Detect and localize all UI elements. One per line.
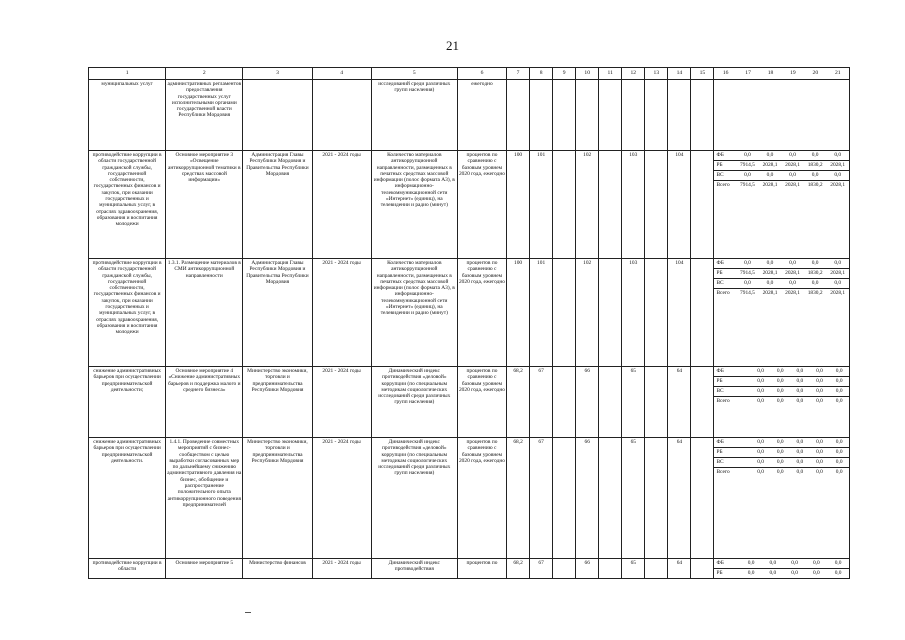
table-cell-col-15	[691, 259, 714, 367]
finance-cell	[714, 438, 850, 559]
table-cell-col-14: 104	[668, 259, 691, 367]
table-cell-col-15	[691, 80, 714, 151]
table-cell-col-6: ежегодно	[457, 80, 506, 151]
finance-value: 0,0	[805, 559, 827, 569]
table-cell-col-5: Динамический индекс противодействия «деловой» коррупции (по специальным методикам социологических исследований среди различных групп населения)	[371, 438, 457, 559]
finance-value: 0,0	[810, 377, 830, 387]
table-cell-col-12: 65	[622, 438, 645, 559]
table-cell-col-11	[599, 80, 622, 151]
finance-value: 2028,1	[826, 161, 849, 171]
finance-value: 0,0	[736, 259, 759, 269]
finance-value: 2028,1	[762, 290, 778, 296]
table-cell-col-9	[553, 259, 576, 367]
finance-value: 1830,2	[804, 269, 827, 279]
column-number-cell: 17	[745, 70, 751, 76]
table-cell-col-12	[622, 80, 645, 151]
finance-value: 0,0	[816, 469, 823, 475]
table-cell-col-14: 64	[668, 559, 691, 579]
finance-value: 0,0	[810, 448, 830, 458]
table-cell-col-8: 67	[530, 559, 553, 579]
finance-value: 0,0	[829, 458, 849, 468]
finance-value: 0,0	[781, 171, 804, 181]
finance-value: 0,0	[826, 259, 849, 269]
finance-value: 0,0	[759, 171, 782, 181]
finance-value: 1830,2	[804, 161, 827, 171]
scan-mark	[245, 612, 251, 613]
finance-row	[714, 171, 849, 181]
table-cell-col-10: 66	[576, 438, 599, 559]
table-cell-col-1: противодействие коррупции в области государственной гражданской службы, государственной собственности, государственных финансов и закупок, при оказании государственных и муниципальных услуг, в отраслях здравоохранения, образования и воспитания молодежи	[89, 151, 166, 259]
finance-value: 0,0	[736, 279, 759, 289]
finance-value: 0,0	[804, 171, 827, 181]
column-number-cell: 14	[668, 68, 691, 80]
column-number-cell: 7	[507, 68, 530, 80]
table-cell-col-9	[553, 438, 576, 559]
finance-value: 0,0	[816, 398, 823, 404]
finance-value: 0,0	[790, 458, 810, 468]
table-cell-col-5: исследований среди различных групп населения)	[371, 80, 457, 151]
table-cell-col-15	[691, 559, 714, 579]
table-cell-col-13	[645, 80, 668, 151]
table-cell-col-11	[599, 151, 622, 259]
finance-source-label: Всего	[716, 182, 730, 188]
table-row	[89, 438, 850, 559]
finance-cell	[714, 80, 850, 151]
finance-value: 0,0	[770, 458, 790, 468]
finance-row	[714, 269, 849, 279]
finance-value: 1830,2	[807, 290, 823, 296]
finance-header-cell	[714, 68, 850, 80]
table-cell-col-6: процентов по сравнению с базовым уровнем 2020 года, ежегодно	[457, 259, 506, 367]
finance-value: 0,0	[759, 279, 782, 289]
table-cell-col-1: снижение административных барьеров при осуществлении предпринимательской деятельности;	[89, 367, 166, 438]
table-cell-col-7: 100	[507, 259, 530, 367]
table-cell-col-14: 104	[668, 151, 691, 259]
finance-table	[714, 151, 849, 190]
column-number-cell: 9	[553, 68, 576, 80]
finance-source-label: РБ	[714, 448, 750, 458]
finance-value: 0,0	[770, 448, 790, 458]
finance-row	[714, 377, 849, 387]
finance-value: 0,0	[757, 469, 765, 475]
column-number-cell: 4	[312, 68, 371, 80]
table-cell-col-15	[691, 151, 714, 259]
finance-value: 0,0	[776, 469, 784, 475]
column-number-cell: 8	[530, 68, 553, 80]
table-cell-col-3: Администрация Главы Республики Мордовия и Правительства Республики Мордовия	[243, 151, 312, 259]
finance-row	[714, 161, 849, 171]
finance-value: 0,0	[790, 367, 810, 377]
finance-value: 0,0	[790, 377, 810, 387]
table-cell-col-9	[553, 80, 576, 151]
table-cell-col-1: муниципальных услуг	[89, 80, 166, 151]
finance-value: 0,0	[804, 151, 827, 161]
finance-value: 0,0	[796, 398, 804, 404]
table-row	[89, 80, 850, 151]
finance-value: 0,0	[804, 279, 827, 289]
table-cell-col-15	[691, 438, 714, 559]
finance-source-label: ВС	[714, 171, 736, 181]
table-cell-col-14: 64	[668, 367, 691, 438]
table-body	[89, 68, 850, 579]
finance-value: 0,0	[770, 438, 790, 448]
column-number-cell: 5	[371, 68, 457, 80]
table-cell-col-11	[599, 438, 622, 559]
table-cell-col-12: 103	[622, 259, 645, 367]
column-number-cell: 1	[89, 68, 166, 80]
table-cell-col-6: процентов по	[457, 559, 506, 579]
table-cell-col-15	[691, 367, 714, 438]
table-cell-col-2: Основное мероприятие 4 «Снижение административных барьеров и поддержка малого и среднего бизнеса»	[166, 367, 243, 438]
table-row	[89, 367, 850, 438]
finance-source-label: Всего	[716, 398, 730, 404]
table-cell-col-4: 2021 - 2024 годы	[312, 367, 371, 438]
table-cell-col-7: 68,2	[507, 367, 530, 438]
program-table	[88, 67, 850, 579]
finance-value: 7914,5	[736, 269, 759, 279]
finance-value: 7914,5	[736, 161, 759, 171]
table-cell-col-2: 1.4.1. Проведение совместных мероприятий с бизнес-сообществом с целью выработки согласованных мер по дальнейшему снижению административного давления на бизнес, обобщение и распространение положительного опыта антикоррупционного поведения предпринимателей	[166, 438, 243, 559]
table-cell-col-8	[530, 80, 553, 151]
table-cell-col-3: Администрация Главы Республики Мордовия и Правительства Республики Мордовия	[243, 259, 312, 367]
finance-source-label: РБ	[714, 269, 736, 279]
finance-value: 0,0	[759, 259, 782, 269]
finance-value: 0,0	[751, 377, 771, 387]
column-number-cell: 18	[767, 70, 774, 76]
finance-value: 2028,1	[830, 182, 846, 188]
finance-row	[714, 397, 849, 407]
finance-value: 0,0	[826, 279, 849, 289]
table-cell-col-13	[645, 438, 668, 559]
finance-value: 0,0	[804, 259, 827, 269]
column-number-row	[89, 68, 850, 80]
table-cell-col-12: 103	[622, 151, 645, 259]
finance-source-label: ФБ	[714, 151, 736, 161]
table-cell-col-10: 66	[576, 559, 599, 579]
finance-source-label: Всего	[716, 290, 730, 296]
finance-value: 0,0	[810, 367, 830, 377]
finance-row	[714, 387, 849, 397]
table-cell-col-2: административных регламентов предоставления государственных услуг исполнительными органами государственной власти Республики Мордовия	[166, 80, 243, 151]
finance-value: 0,0	[829, 377, 849, 387]
finance-value: 0,0	[834, 570, 842, 576]
table-cell-col-12: 65	[622, 367, 645, 438]
table-cell-col-5: Динамический индекс противодействия	[371, 559, 457, 579]
table-cell-col-13	[645, 259, 668, 367]
table-cell-col-5: Количество материалов антикоррупционной направленности, размещенных в печатных средствах массовой информации (полос формата А3), в информационно-телекоммуникационной сети «Интернет» (единиц), на телевидении и радио (минут)	[371, 259, 457, 367]
table-cell-col-7: 68,2	[507, 559, 530, 579]
finance-value: 0,0	[829, 367, 849, 377]
finance-value: 0,0	[790, 438, 810, 448]
table-cell-col-6: процентов по сравнению с базовым уровнем 2020 года, ежегодно	[457, 151, 506, 259]
table-cell-col-8: 67	[530, 438, 553, 559]
finance-value: 0,0	[810, 458, 830, 468]
table-cell-col-11	[599, 259, 622, 367]
finance-table	[714, 259, 849, 298]
column-number-cell: 10	[576, 68, 599, 80]
finance-value: 0,0	[827, 559, 849, 569]
finance-cell	[714, 367, 850, 438]
finance-value: 2028,1	[759, 269, 782, 279]
table-cell-col-4: 2021 - 2024 годы	[312, 259, 371, 367]
finance-value: 0,0	[812, 570, 820, 576]
finance-source-label: РБ	[716, 570, 723, 576]
finance-source-label: ФБ	[714, 559, 740, 569]
table-row	[89, 151, 850, 259]
finance-value: 0,0	[751, 367, 771, 377]
finance-source-label: РБ	[714, 161, 736, 171]
finance-value: 0,0	[751, 387, 771, 397]
table-cell-col-4	[312, 80, 371, 151]
finance-value: 2028,1	[781, 161, 804, 171]
table-cell-col-9	[553, 151, 576, 259]
finance-value: 0,0	[751, 438, 771, 448]
finance-value: 0,0	[826, 151, 849, 161]
table-cell-col-5: Динамический индекс противодействия «деловой» коррупции (по специальным методикам социологических исследований среди различных групп населения)	[371, 367, 457, 438]
table-cell-col-9	[553, 367, 576, 438]
finance-value: 0,0	[757, 398, 765, 404]
finance-value: 2028,1	[785, 182, 800, 188]
finance-cell	[714, 259, 850, 367]
table-cell-col-2: Основное мероприятие 5	[166, 559, 243, 579]
column-number-cell: 20	[812, 70, 819, 76]
finance-value: 0,0	[829, 438, 849, 448]
finance-value: 0,0	[835, 469, 843, 475]
finance-value: 0,0	[770, 387, 790, 397]
column-number-cell: 21	[834, 70, 841, 76]
finance-value: 0,0	[781, 259, 804, 269]
table-cell-col-4: 2021 - 2024 годы	[312, 559, 371, 579]
finance-value: 0,0	[747, 570, 755, 576]
finance-source-label: ВС	[714, 458, 750, 468]
finance-value: 0,0	[796, 469, 804, 475]
table-cell-col-13	[645, 559, 668, 579]
finance-value: 7914,5	[740, 290, 755, 296]
finance-value: 0,0	[751, 458, 771, 468]
finance-row	[714, 448, 849, 458]
table-cell-col-3: Министерство финансов	[243, 559, 312, 579]
finance-value: 1830,2	[807, 182, 823, 188]
table-cell-col-10: 66	[576, 367, 599, 438]
finance-value: 0,0	[790, 387, 810, 397]
table-cell-col-9	[553, 559, 576, 579]
table-cell-col-4: 2021 - 2024 годы	[312, 438, 371, 559]
finance-value: 0,0	[762, 559, 784, 569]
finance-source-label: Всего	[716, 469, 730, 475]
finance-row	[714, 438, 849, 448]
finance-value: 0,0	[751, 448, 771, 458]
table-cell-col-3: Министерство экономики, торговли и предпринимательства Республики Мордовия	[243, 367, 312, 438]
table-cell-col-6: процентов по сравнению с базовым уровнем 2020 года, ежегодно	[457, 367, 506, 438]
table-cell-col-7	[507, 80, 530, 151]
table-cell-col-8: 101	[530, 151, 553, 259]
finance-value: 0,0	[790, 448, 810, 458]
table-cell-col-5: Количество материалов антикоррупционной направленности, размещенных в печатных средствах массовой информации (полос формата А3), в информационно-телекоммуникационной сети «Интернет» (единиц), на телевидении и радио (минут)	[371, 151, 457, 259]
table-cell-col-7: 68,2	[507, 438, 530, 559]
finance-row	[714, 289, 849, 299]
table-cell-col-13	[645, 367, 668, 438]
column-number-cell: 11	[599, 68, 622, 80]
finance-value: 0,0	[829, 387, 849, 397]
column-number-cell: 19	[790, 70, 796, 76]
finance-value: 0,0	[826, 171, 849, 181]
finance-row	[714, 458, 849, 468]
column-number-cell: 13	[645, 68, 668, 80]
finance-row	[714, 468, 849, 478]
finance-value: 0,0	[829, 448, 849, 458]
finance-value: 0,0	[770, 377, 790, 387]
finance-table	[714, 559, 849, 578]
finance-value: 0,0	[791, 570, 798, 576]
table-cell-col-11	[599, 367, 622, 438]
column-number-cell: 15	[691, 68, 714, 80]
table-cell-col-11	[599, 559, 622, 579]
finance-value: 0,0	[770, 367, 790, 377]
finance-cell	[714, 151, 850, 259]
table-cell-col-1: противодействие коррупции в области	[89, 559, 166, 579]
table-cell-col-6: процентов по сравнению с базовым уровнем 2020 года, ежегодно	[457, 438, 506, 559]
finance-value: 0,0	[810, 438, 830, 448]
finance-value: 2028,1	[762, 182, 778, 188]
finance-source-label: ФБ	[714, 438, 750, 448]
finance-value: 0,0	[736, 171, 759, 181]
column-number-cell: 16	[722, 70, 729, 76]
table-cell-col-10: 102	[576, 151, 599, 259]
finance-row	[714, 569, 849, 579]
column-number-cell: 2	[166, 68, 243, 80]
finance-value: 2028,1	[826, 269, 849, 279]
finance-source-label: ФБ	[714, 259, 736, 269]
finance-value: 0,0	[781, 279, 804, 289]
finance-row	[714, 559, 849, 569]
table-row	[89, 559, 850, 579]
table-cell-col-3	[243, 80, 312, 151]
finance-value: 0,0	[781, 151, 804, 161]
table-cell-col-7: 100	[507, 151, 530, 259]
table-cell-col-10: 102	[576, 259, 599, 367]
table-cell-col-14	[668, 80, 691, 151]
finance-value: 0,0	[759, 151, 782, 161]
finance-value: 0,0	[769, 570, 777, 576]
finance-value: 2028,1	[830, 290, 846, 296]
table-cell-col-1: противодействие коррупции в области государственной гражданской службы, государственной собственности, государственных финансов и закупок, при оказании государственных и муниципальных услуг, в отраслях здравоохранения, образования и воспитания молодежи	[89, 259, 166, 367]
page-number: 21	[446, 38, 459, 53]
column-number-cell: 3	[243, 68, 312, 80]
finance-value: 2028,1	[759, 161, 782, 171]
finance-source-label: ВС	[714, 279, 736, 289]
table-cell-col-3: Министерство экономики, торговли и предпринимательства Республики Мордовия	[243, 438, 312, 559]
column-number-cell: 6	[457, 68, 506, 80]
finance-row	[714, 279, 849, 289]
finance-row	[714, 181, 849, 191]
finance-source-label: ФБ	[714, 367, 750, 377]
finance-value: 0,0	[776, 398, 784, 404]
finance-value: 2028,1	[781, 269, 804, 279]
finance-table	[714, 438, 849, 477]
column-number-cell: 12	[622, 68, 645, 80]
table-cell-col-2: Основное мероприятие 3 «Освещение антикоррупционной тематики в средствах массовой информации»	[166, 151, 243, 259]
finance-row	[714, 259, 849, 269]
finance-value: 0,0	[810, 387, 830, 397]
table-cell-col-14: 64	[668, 438, 691, 559]
finance-value: 0,0	[740, 559, 762, 569]
table-cell-col-2: 1.3.1. Размещение материалов в СМИ антикоррупционной направленности	[166, 259, 243, 367]
table-cell-col-8: 67	[530, 367, 553, 438]
finance-value: 0,0	[784, 559, 806, 569]
finance-row	[714, 151, 849, 161]
finance-table	[714, 367, 849, 406]
finance-value: 0,0	[835, 398, 843, 404]
table-cell-col-10	[576, 80, 599, 151]
finance-source-label: ВС	[714, 387, 750, 397]
table-cell-col-1: снижение административных барьеров при осуществлении предпринимательской деятельности.	[89, 438, 166, 559]
table-row	[89, 259, 850, 367]
finance-value: 7914,5	[740, 182, 755, 188]
table-cell-col-13	[645, 151, 668, 259]
finance-cell	[714, 559, 850, 579]
finance-value: 0,0	[736, 151, 759, 161]
table-cell-col-12: 65	[622, 559, 645, 579]
finance-value: 2028,1	[785, 290, 800, 296]
table-cell-col-8: 101	[530, 259, 553, 367]
finance-row	[714, 367, 849, 377]
finance-source-label: РБ	[714, 377, 750, 387]
table-cell-col-4: 2021 - 2024 годы	[312, 151, 371, 259]
